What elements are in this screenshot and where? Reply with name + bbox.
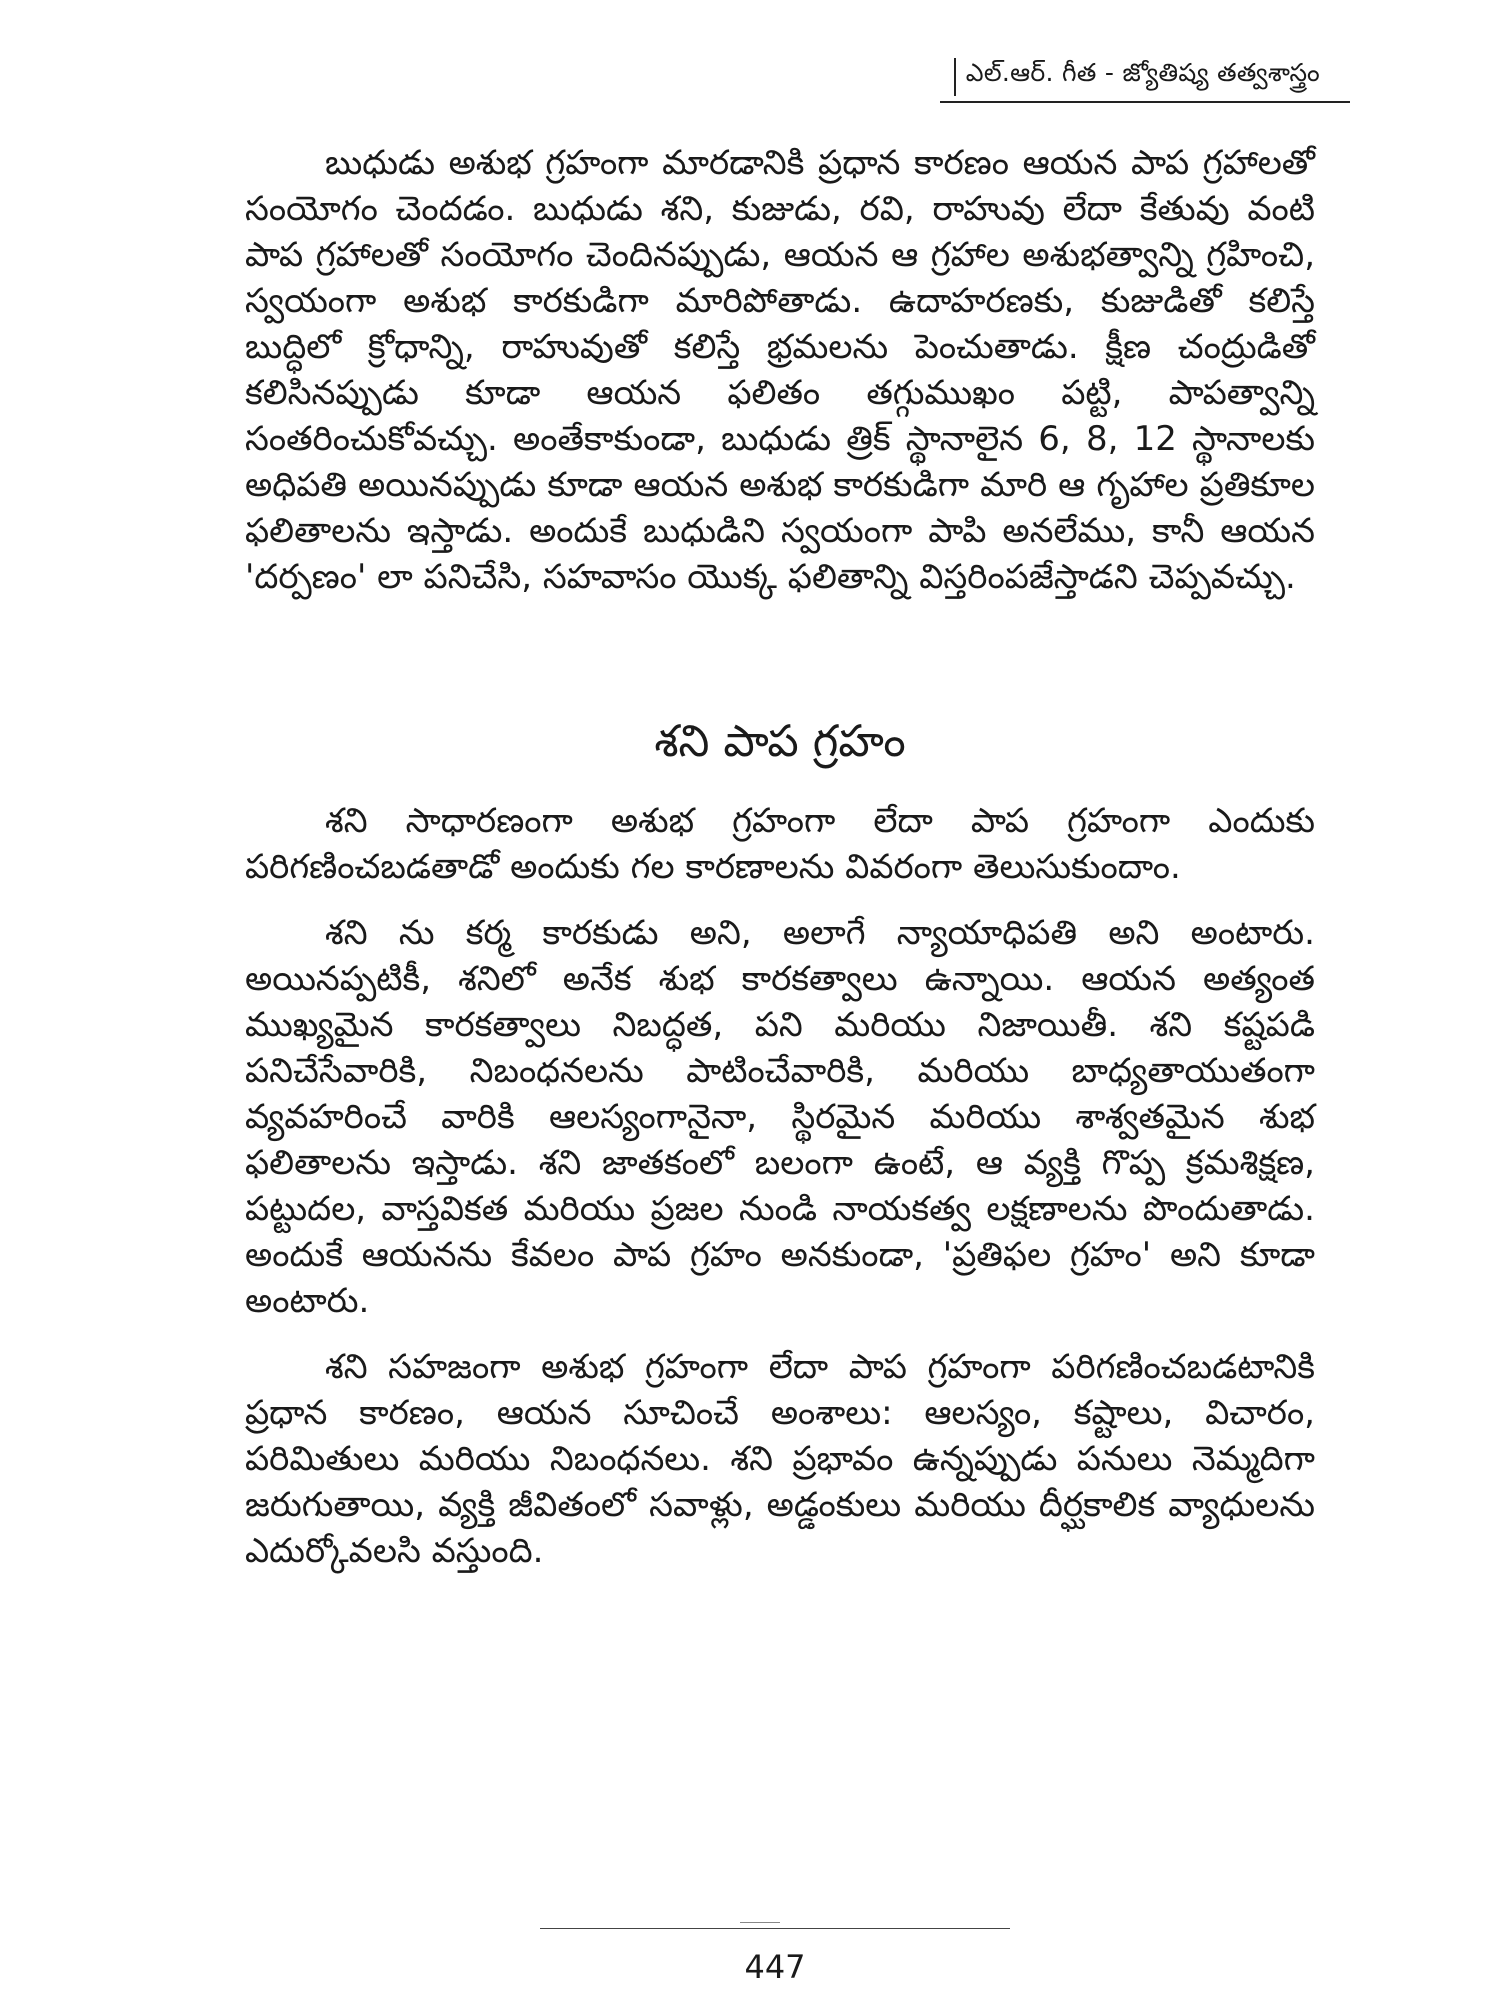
section-heading: శని పాప గ్రహం: [654, 716, 906, 767]
paragraph-shani-karma: శని ను కర్మ కారకుడు అని, అలాగే న్యాయాధిపతి అని అంటారు. అయినప్పటికీ, శనిలో అనేక శుభ కారకత్వాలు ఉన్నాయి. ఆయన అత్యంత ముఖ్యమైన కారకత్వాలు నిబద్ధత, పని మరియు నిజాయితీ. శని కష్టపడి పనిచేసేవారికి, నిబంధనలను పాటించేవారికి, మరియు బాధ్యతాయుతంగా వ్యవహరించే వారికి ఆలస్యంగానైనా, స్థిరమైన మరియు శాశ్వతమైన శుభ ఫలితాలను ఇస్తాడు. శని జాతకంలో బలంగా ఉంటే, ఆ వ్యక్తి గొప్ప క్రమశిక్షణ, పట్టుదల, వాస్తవికత మరియు ప్రజల నుండి నాయకత్వ లక్షణాలను పొందుతాడు. అందుకే ఆయనను కేవలం పాప గ్రహం అనకుండా, 'ప్రతిఫల గ్రహం' అని కూడా అంటారు.: [245, 913, 1315, 1321]
footer-mark: [740, 1922, 780, 1923]
running-header: [954, 58, 1330, 96]
page-number: 447: [744, 1948, 806, 1986]
paragraph-shani-intro: శని సాధారణంగా అశుభ గ్రహంగా లేదా పాప గ్రహంగా ఎందుకు పరిగణించబడతాడో అందుకు గల కారణాలను వివరంగా తెలుసుకుందాం.: [245, 801, 1315, 887]
header-rule: [940, 101, 1350, 103]
paragraph-shani-malefic: శని సహజంగా అశుభ గ్రహంగా లేదా పాప గ్రహంగా పరిగణించబడటానికి ప్రధాన కారణం, ఆయన సూచించే అంశాలు: ఆలస్యం, కష్టాలు, విచారం, పరిమితులు మరియు నిబంధనలు. శని ప్రభావం ఉన్నప్పుడు పనులు నెమ్మదిగా జరుగుతాయి, వ్యక్తి జీవితంలో సవాళ్లు, అడ్డంకులు మరియు దీర్ఘకాలిక వ్యాధులను ఎదుర్కోవలసి వస్తుంది.: [245, 1347, 1315, 1571]
running-header-title: ఎల్.ఆర్. గీత - జ్యోతిష్య తత్వశాస్త్రం: [965, 58, 1320, 87]
page-body: [245, 140, 1315, 1594]
footer-rule: [540, 1928, 1010, 1929]
paragraph-budha: బుధుడు అశుభ గ్రహంగా మారడానికి ప్రధాన కారణం ఆయన పాప గ్రహాలతో సంయోగం చెందడం. బుధుడు శని, కుజుడు, రవి, రాహువు లేదా కేతువు వంటి పాప గ్రహాలతో సంయోగం చెందినప్పుడు, ఆయన ఆ గ్రహాల అశుభత్వాన్ని గ్రహించి, స్వయంగా అశుభ కారకుడిగా మారిపోతాడు. ఉదాహరణకు, కుజుడితో కలిస్తే బుద్ధిలో క్రోధాన్ని, రాహువుతో కలిస్తే భ్రమలను పెంచుతాడు. క్షీణ చంద్రుడితో కలిసినప్పుడు కూడా ఆయన ఫలితం తగ్గుముఖం పట్టి, పాపత్వాన్ని సంతరించుకోవచ్చు. అంతేకాకుండా, బుధుడు త్రిక్ స్థానాలైన 6, 8, 12 స్థానాలకు అధిపతి అయినప్పుడు కూడా ఆయన అశుభ కారకుడిగా మారి ఆ గృహాల ప్రతికూల ఫలితాలను ఇస్తాడు. అందుకే బుధుడిని స్వయంగా పాపి అనలేము, కానీ ఆయన 'దర్పణం' లా పనిచేసి, సహవాసం యొక్క ఫలితాన్ని విస్తరింపజేస్తాడని చెప్పవచ్చు.: [245, 143, 1315, 597]
